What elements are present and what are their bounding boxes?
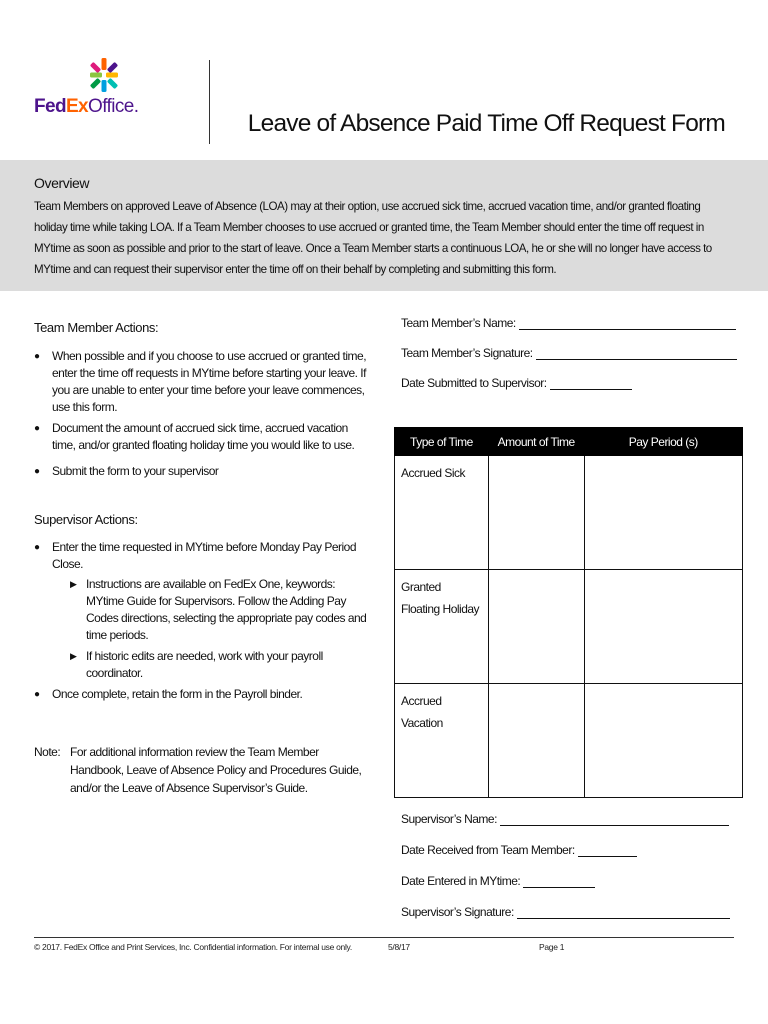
note-text: For additional information review the Team Member Handbook, Leave of Absence Policy and Procedures Guide, and/or the Leave of Absence Supervisor’s Guide. xyxy=(70,745,362,795)
column-header-amount-of-time: Amount of Time xyxy=(488,428,584,456)
logo-wordmark: FedExOffice. xyxy=(34,96,139,117)
team-member-signature-input[interactable] xyxy=(536,346,737,360)
team-member-name-field xyxy=(401,316,736,330)
note-label: Note: xyxy=(34,745,61,759)
bullet-icon: ● xyxy=(34,542,40,553)
overview-section xyxy=(0,160,768,291)
date-submitted-input[interactable] xyxy=(550,376,632,390)
triangle-arrow-icon: ▶ xyxy=(70,579,77,589)
supervisor-signature-field xyxy=(401,905,730,919)
amount-of-time-cell[interactable] xyxy=(488,456,584,570)
footer-page-number: Page 1 xyxy=(539,942,565,952)
date-entered-input[interactable] xyxy=(523,874,595,888)
bullet-icon: ● xyxy=(34,351,40,362)
date-received-input[interactable] xyxy=(578,843,637,857)
overview-heading: Overview xyxy=(34,175,90,191)
supervisor-name-label: Supervisor’s Name: xyxy=(401,812,497,826)
supervisor-name-input[interactable] xyxy=(500,812,729,826)
list-item: ● When possible and if you choose to use accrued or granted time, enter the time off requests in MYtime before starting your leave. If you are unable to enter your time before your leave commences, use this form. xyxy=(34,349,367,414)
instructions-column xyxy=(34,320,374,797)
overview-text: Team Members on approved Leave of Absence (LOA) may at their option, use accrued sick time, accrued vacation time, and/or granted floating holiday time while taking LOA. If a Team Member chooses to use accrued or granted time, the Team Member should enter the time off request in MYtime as soon as possible and prior to the start of leave. Once a Team Member starts a continuous LOA, he or she will no longer have access to MYtime and can request their supervisor enter the time off on their behalf by completing and submitting this form. xyxy=(34,200,712,276)
team-member-actions-list xyxy=(34,348,374,480)
sub-list-item: ▶ Instructions are available on FedEx One, keywords: MYtime Guide for Supervisors. Follow the Adding Pay Codes directions, selecting the appropriate pay codes and time periods. xyxy=(70,577,367,642)
team-member-signature-field xyxy=(401,346,737,360)
column-header-pay-period: Pay Period (s) xyxy=(584,428,742,456)
table-row xyxy=(395,684,743,798)
header-divider xyxy=(209,60,210,144)
date-received-label: Date Received from Team Member: xyxy=(401,843,575,857)
note xyxy=(34,743,374,797)
pay-period-cell[interactable] xyxy=(584,684,742,798)
team-member-name-label: Team Member’s Name: xyxy=(401,316,516,330)
bullet-icon: ● xyxy=(34,689,40,700)
footer-copyright: © 2017. FedEx Office and Print Services, Inc. Confidential information. For internal use only. xyxy=(34,942,352,952)
team-member-actions-heading: Team Member Actions: xyxy=(34,320,159,335)
list-item: ● Document the amount of accrued sick time, accrued vacation time, and/or granted floating holiday time you would like to use. xyxy=(34,421,355,452)
supervisor-actions-heading: Supervisor Actions: xyxy=(34,512,138,527)
team-member-name-input[interactable] xyxy=(519,316,736,330)
table-row xyxy=(395,456,743,570)
form-title: Leave of Absence Paid Time Off Request Form xyxy=(247,110,725,137)
list-item: ● Submit the form to your supervisor xyxy=(34,464,219,478)
fedex-office-logo xyxy=(34,58,139,128)
column-header-type-of-time: Type of Time xyxy=(395,428,489,456)
supervisor-sub-list xyxy=(52,576,374,682)
supervisor-name-field xyxy=(401,812,729,826)
date-submitted-label: Date Submitted to Supervisor: xyxy=(401,376,547,390)
footer-divider xyxy=(34,937,734,938)
supervisor-signature-label: Supervisor’s Signature: xyxy=(401,905,514,919)
footer-date: 5/8/17 xyxy=(388,942,410,952)
type-of-time-cell: Accrued Sick xyxy=(395,456,489,570)
bullet-icon: ● xyxy=(34,423,40,434)
supervisor-actions-list xyxy=(34,539,374,703)
time-off-table xyxy=(394,427,743,798)
type-of-time-cell: Accrued Vacation xyxy=(395,684,489,798)
sub-list-item: ▶ If historic edits are needed, work with your payroll coordinator. xyxy=(70,649,323,680)
amount-of-time-cell[interactable] xyxy=(488,684,584,798)
date-submitted-field xyxy=(401,376,632,390)
table-header-row xyxy=(395,428,743,456)
list-item: ● Once complete, retain the form in the Payroll binder. xyxy=(34,687,303,701)
amount-of-time-cell[interactable] xyxy=(488,570,584,684)
list-item: ● Enter the time requested in MYtime before Monday Pay Period Close. ▶ Instructions are available on FedEx One, keywords: MYtime Guide for Supervisors. Follow the Adding Pay Codes directions, selecting the appropriate pay codes and time periods. ▶ If historic edits are needed, work with your payroll coordinator. xyxy=(34,539,374,682)
date-entered-label: Date Entered in MYtime: xyxy=(401,874,521,888)
table-row xyxy=(395,570,743,684)
pay-period-cell[interactable] xyxy=(584,570,742,684)
date-received-field xyxy=(401,843,637,857)
date-entered-field xyxy=(401,874,595,888)
supervisor-signature-input[interactable] xyxy=(517,905,730,919)
pay-period-cell[interactable] xyxy=(584,456,742,570)
triangle-arrow-icon: ▶ xyxy=(70,651,77,661)
bullet-icon: ● xyxy=(34,466,40,477)
fedex-office-star-icon xyxy=(90,58,118,94)
team-member-signature-label: Team Member’s Signature: xyxy=(401,346,533,360)
type-of-time-cell: Granted Floating Holiday xyxy=(395,570,489,684)
